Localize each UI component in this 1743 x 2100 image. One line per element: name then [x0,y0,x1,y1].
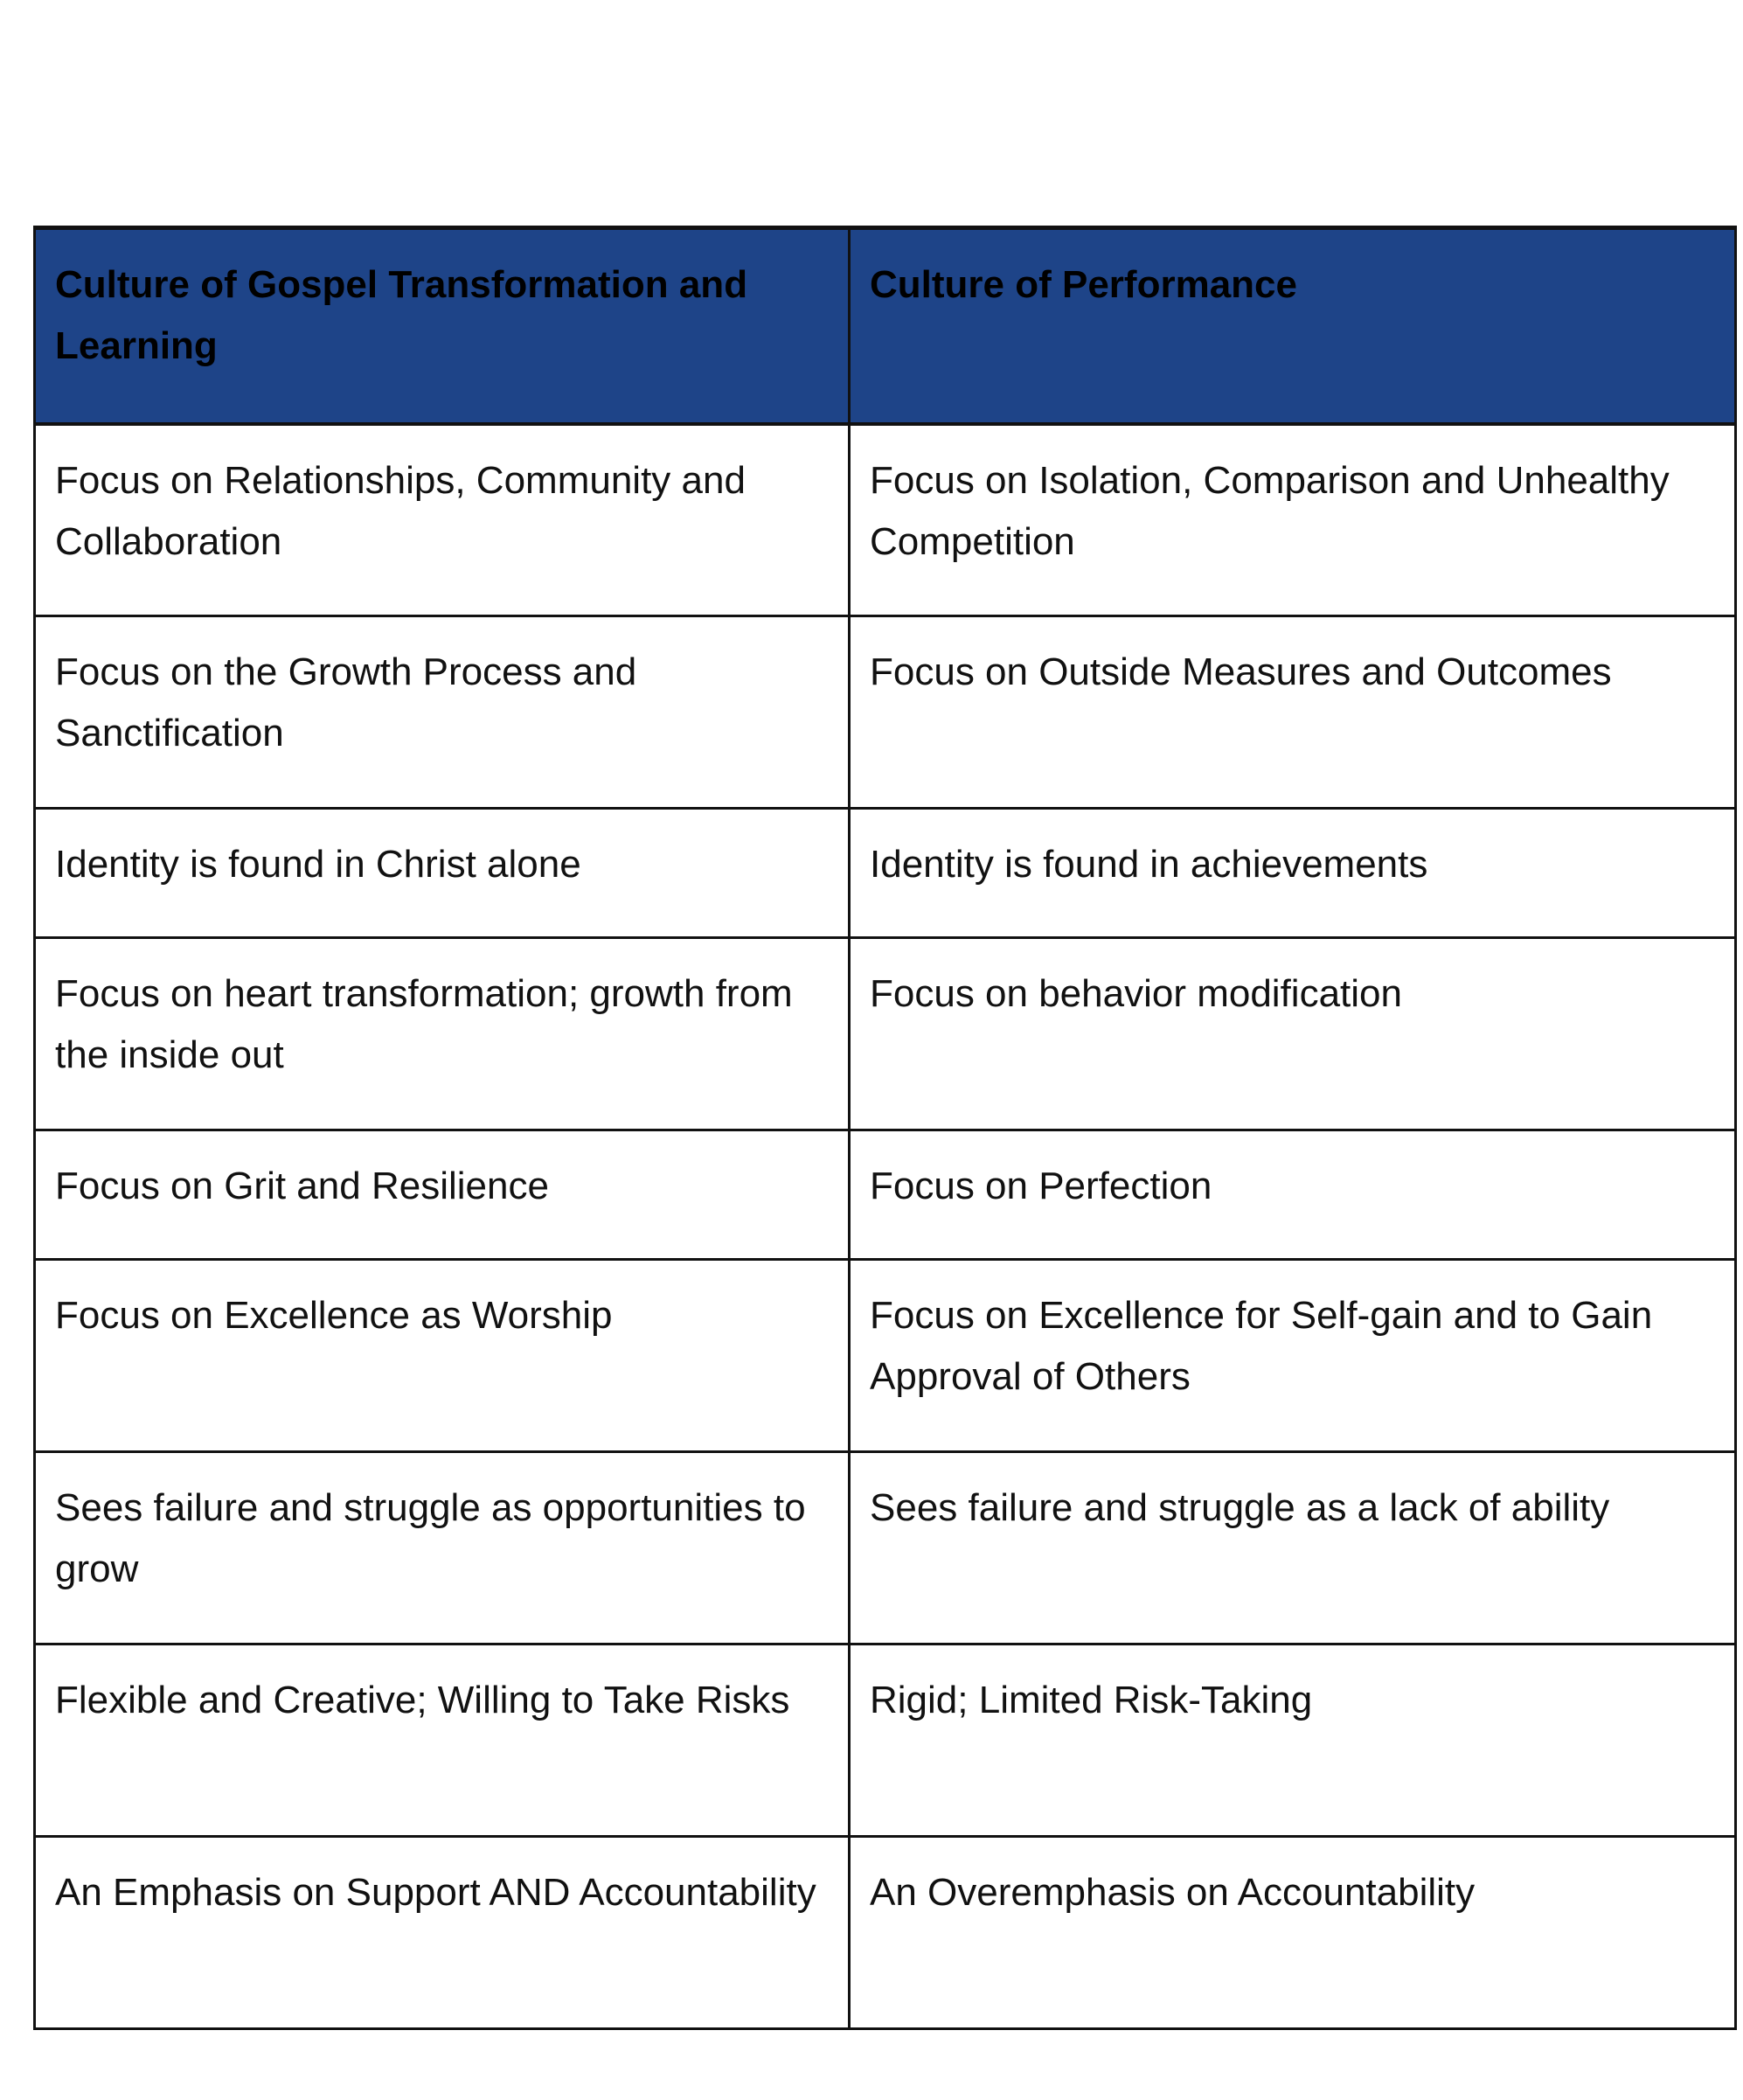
cell-performance: Identity is found in achievements [850,809,1736,938]
table-row [35,1260,1736,1452]
cell-performance: Focus on Perfection [850,1130,1736,1260]
table-row [35,424,1736,616]
cell-performance: Focus on Excellence for Self-gain and to Gain Approval of Others [850,1260,1736,1452]
cell-gospel: Focus on heart transformation; growth from the inside out [35,938,850,1130]
table-row [35,1452,1736,1645]
header-performance: Culture of Performance [850,228,1736,424]
table-row [35,1645,1736,1837]
table-row [35,1130,1736,1260]
cell-gospel: Focus on Relationships, Community and Collaboration [35,424,850,616]
table-header-row [35,228,1736,424]
cell-performance: Rigid; Limited Risk-Taking [850,1645,1736,1837]
table-row [35,809,1736,938]
cell-performance: Focus on behavior modification [850,938,1736,1130]
cell-gospel: Identity is found in Christ alone [35,809,850,938]
table-row [35,616,1736,809]
cell-gospel: Sees failure and struggle as opportunities to grow [35,1452,850,1645]
comparison-table [33,226,1737,2030]
cell-gospel: Flexible and Creative; Willing to Take Risks [35,1645,850,1837]
cell-gospel: Focus on Excellence as Worship [35,1260,850,1452]
cell-performance: Sees failure and struggle as a lack of ability [850,1452,1736,1645]
cell-performance: Focus on Outside Measures and Outcomes [850,616,1736,809]
header-gospel-transformation: Culture of Gospel Transformation and Learning [35,228,850,424]
cell-gospel: An Emphasis on Support AND Accountability [35,1837,850,2029]
table-row [35,1837,1736,2029]
table-row [35,938,1736,1130]
cell-performance: An Overemphasis on Accountability [850,1837,1736,2029]
cell-gospel: Focus on Grit and Resilience [35,1130,850,1260]
cell-performance: Focus on Isolation, Comparison and Unhealthy Competition [850,424,1736,616]
comparison-table-container [33,226,1734,2030]
cell-gospel: Focus on the Growth Process and Sanctification [35,616,850,809]
